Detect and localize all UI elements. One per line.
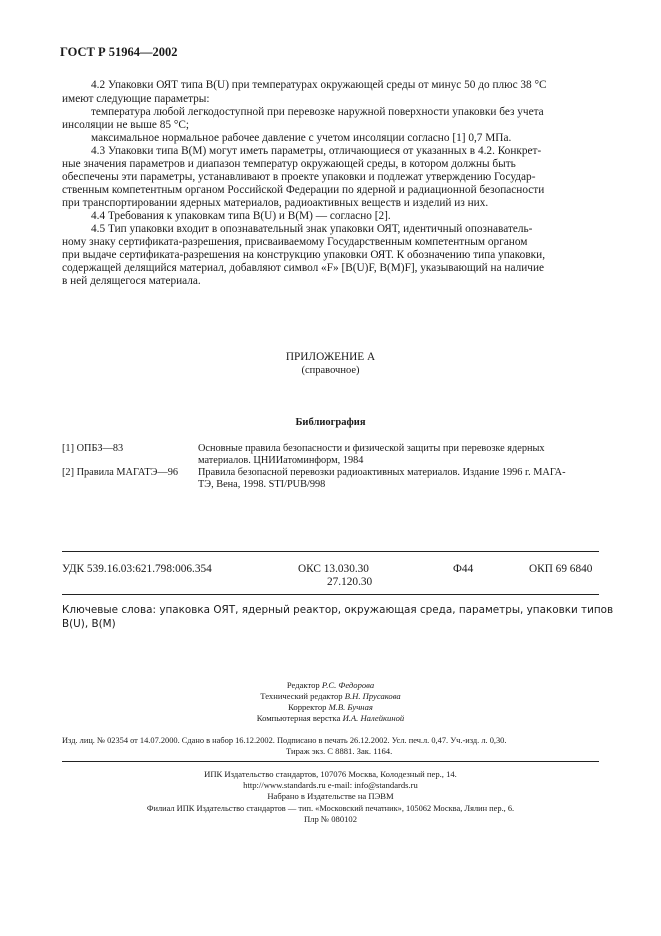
keywords-line: Ключевые слова: упаковка ОЯТ, ядерный реактор, окружающая среда, параметры, упаковки типов <box>62 604 614 616</box>
text-line: содержащей делящийся материал, добавляют символ «F» [B(U)F, B(M)F], указывающий на наличие <box>62 262 545 274</box>
bibliography-title: Библиография <box>295 417 366 428</box>
bibliography-text: материалов. ЦНИИатоминформ, 1984 <box>198 455 364 466</box>
text-line: обеспечены эти параметры, устанавливают в проекте упаковки и подлежат утверждению Государ- <box>62 171 536 183</box>
bibliography-text: ТЭ, Вена, 1998. STI/PUB/998 <box>198 479 326 490</box>
text-line: при транспортировании ядерных материалов, радиоактивных веществ и изделий из них. <box>62 197 489 209</box>
text-line: при выдаче сертификата-разрешения на конструкцию упаковки ОЯТ. К обозначению типа упаковки, <box>62 249 546 261</box>
text-line: 4.2 Упаковки ОЯТ типа B(U) при температурах окружающей среды от минус 50 до плюс 38 °С <box>91 79 547 91</box>
udk-code: УДК 539.16.03:621.798:006.354 <box>62 563 212 575</box>
text-line: максимальное нормальное рабочее давление с учетом инсоляции согласно [1] 0,7 МПа. <box>91 132 512 144</box>
credit-name: М.В. Бучная <box>328 702 373 712</box>
text-line: ные значения параметров и диапазон температур окружающей среды, в котором должны быть <box>62 158 516 170</box>
credit-role: Редактор <box>286 680 320 690</box>
credit-editor <box>0 680 661 691</box>
text-line: ному знаку сертификата-разрешения, присваиваемому Государственным компетентным органом <box>62 236 528 248</box>
publisher-line: Плр № 080102 <box>303 814 358 824</box>
separator-rule <box>62 594 599 595</box>
text-line: имеют следующие параметры: <box>62 93 210 105</box>
credit-role: Корректор <box>288 702 327 712</box>
credit-name: И.А. Налейкиной <box>342 713 405 723</box>
annex-title: ПРИЛОЖЕНИЕ А <box>285 351 376 363</box>
credit-tech-editor <box>0 691 661 702</box>
bibliography-text: Правила безопасной перевозки радиоактивных материалов. Издание 1996 г. МАГА- <box>198 467 566 478</box>
credit-proofreader <box>0 702 661 713</box>
print-info-line: Изд. лиц. № 02354 от 14.07.2000. Сдано в набор 16.12.2002. Подписано в печать 26.12.2002. Усл. печ.л. 0,47. Уч.-изд. л. 0,30. <box>62 736 507 745</box>
oks-code: ОКС 13.030.30 <box>298 563 369 575</box>
text-line: инсоляции не выше 85 °С; <box>62 119 190 131</box>
credit-name: В.Н. Прусакова <box>344 691 401 701</box>
bibliography-ref: [1] ОПБЗ—83 <box>62 443 124 454</box>
credit-layout <box>0 713 661 724</box>
group-code: Ф44 <box>453 563 474 575</box>
text-line: 4.3 Упаковки типа B(M) могут иметь параметры, отличающиеся от указанных в 4.2. Конкрет- <box>91 145 542 157</box>
oks-code-secondary: 27.120.30 <box>327 576 373 588</box>
text-line: 4.4 Требования к упаковкам типа B(U) и B(M) — согласно [2]. <box>91 210 391 222</box>
publisher-line: Набрано в Издательстве на ПЭВМ <box>267 791 394 801</box>
credit-role: Технический редактор <box>260 691 343 701</box>
bibliography-ref: [2] Правила МАГАТЭ—96 <box>62 467 179 478</box>
print-info-line: Тираж экз. С 8881. Зак. 1164. <box>286 746 393 756</box>
text-line: температура любой легкодоступной при перевозке наружной поверхности упаковки без учета <box>91 106 544 118</box>
annex-subtitle: (справочное) <box>301 365 360 376</box>
separator-rule <box>62 551 599 552</box>
text-line: 4.5 Тип упаковки входит в опознавательный знак упаковки ОЯТ, идентичный опознаватель- <box>91 223 533 235</box>
publisher-line: Филиал ИПК Издательство стандартов — тип. «Московский печатник», 105062 Москва, Лялин пер., 6. <box>146 804 515 813</box>
bibliography-text: Основные правила безопасности и физической защиты при перевозке ядерных <box>198 443 545 454</box>
publisher-line: ИПК Издательство стандартов, 107076 Москва, Колодезный пер., 14. <box>204 769 457 779</box>
credit-name: Р.С. Федорова <box>321 680 375 690</box>
separator-rule <box>62 761 599 762</box>
okp-code: ОКП 69 6840 <box>529 563 593 575</box>
publisher-line: http://www.standards.ru e-mail: info@standards.ru <box>243 780 418 790</box>
credit-role: Компьютерная верстка <box>256 713 341 723</box>
keywords-line: B(U), B(M) <box>62 618 116 630</box>
document-id-header: ГОСТ Р 51964—2002 <box>60 45 178 59</box>
text-line: ственным компетентным органом Российской Федерации по ядерной и радиационной безопасности <box>62 184 545 196</box>
text-line: в ней делящегося материала. <box>62 275 201 287</box>
